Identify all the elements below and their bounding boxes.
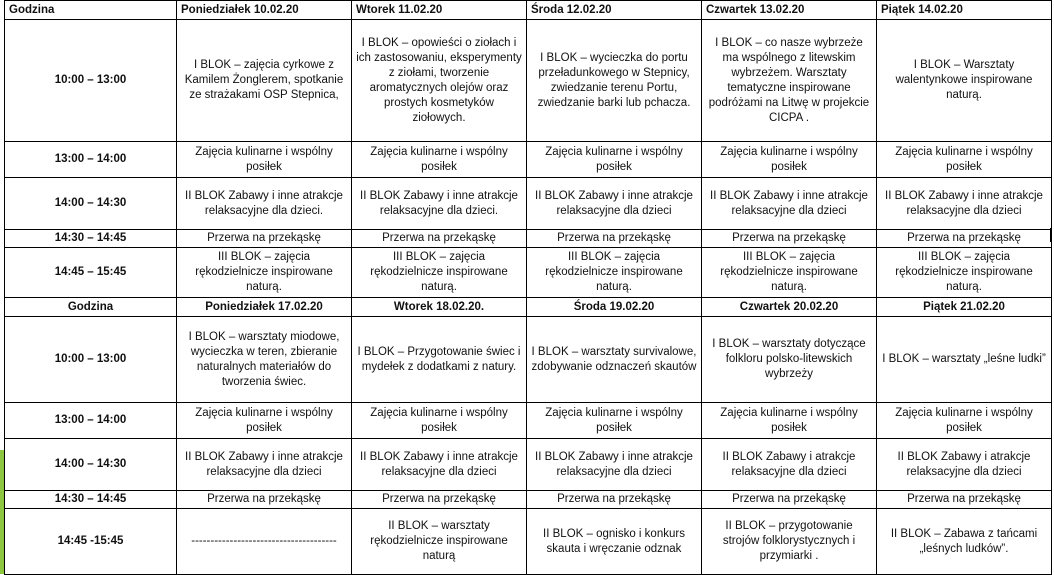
week2-header-row: [5, 298, 1052, 317]
activity-cell: Zajęcia kulinarne i wspólny posiłek: [877, 403, 1052, 439]
day-header-monday: Poniedziałek 10.02.20: [177, 1, 352, 20]
activity-cell: I BLOK – wycieczka do portu przeładunkowego w Stepnicy, zwiedzanie terenu Portu, zwiedzanie barki lub pchacza.: [527, 20, 702, 142]
time-slot: 13:00 – 14:00: [5, 403, 177, 439]
activity-cell: Przerwa na przekąskę: [702, 230, 877, 248]
activity-cell: II BLOK – warsztaty rękodzielnicze inspirowane naturą: [352, 509, 527, 575]
activity-cell: I BLOK – warsztaty dotyczące folkloru polsko-litewskich wybrzeży: [702, 317, 877, 403]
schedule-row: [5, 20, 1052, 142]
activity-cell: I BLOK – co nasze wybrzeże ma wspólnego z litewskim wybrzeżem. Warsztaty tematyczne inspirowane podróżami na Litwę w projekcie CICPA .: [702, 20, 877, 142]
activity-cell: III BLOK – zajęcia rękodzielnicze inspirowane naturą.: [527, 248, 702, 298]
activity-cell: II BLOK Zabawy i atrakcje relaksacyjne dla dzieci: [702, 439, 877, 491]
schedule-row: [5, 509, 1052, 575]
activity-cell: II BLOK Zabawy i atrakcje relaksacyjne dla dzieci: [877, 439, 1052, 491]
schedule-table: [4, 0, 1052, 575]
activity-cell: I BLOK – opowieści o ziołach i ich zastosowaniu, eksperymenty z ziołami, tworzenie aromatycznych olejów oraz prostych kosmetyków ziołowych.: [352, 20, 527, 142]
activity-cell: Przerwa na przekąskę: [352, 230, 527, 248]
activity-cell: II BLOK – Zabawa z tańcami „leśnych ludków”.: [877, 509, 1052, 575]
activity-cell: I BLOK – Przygotowanie świec i mydełek z dodatkami z natury.: [352, 317, 527, 403]
time-slot: 14:00 – 14:30: [5, 439, 177, 491]
activity-cell: Zajęcia kulinarne i wspólny posiłek: [702, 403, 877, 439]
schedule-row: [5, 439, 1052, 491]
time-column-header: Godzina: [5, 298, 177, 317]
schedule-row: [5, 403, 1052, 439]
time-slot: 14:30 – 14:45: [5, 491, 177, 509]
activity-cell: III BLOK – zajęcia rękodzielnicze inspirowane naturą.: [177, 248, 352, 298]
activity-cell: I BLOK – zajęcia cyrkowe z Kamilem Żonglerem, spotkanie ze strażakami OSP Stepnica,: [177, 20, 352, 142]
time-slot: 14:00 – 14:30: [5, 178, 177, 230]
activity-cell: III BLOK – zajęcia rękodzielnicze inspirowane naturą.: [877, 248, 1052, 298]
activity-cell: II BLOK Zabawy i inne atrakcje relaksacyjne dla dzieci: [877, 178, 1052, 230]
activity-cell: Przerwa na przekąskę: [877, 230, 1052, 248]
activity-cell: II BLOK – ognisko i konkurs skauta i wręczanie odznak: [527, 509, 702, 575]
day-header-tuesday: Wtorek 18.02.20.: [352, 298, 527, 317]
activity-cell: Zajęcia kulinarne i wspólny posiłek: [877, 142, 1052, 178]
activity-cell: II BLOK Zabawy i inne atrakcje relaksacyjne dla dzieci: [352, 439, 527, 491]
day-header-wednesday: Środa 19.02.20: [527, 298, 702, 317]
time-slot: 14:30 – 14:45: [5, 230, 177, 248]
activity-cell: Zajęcia kulinarne i wspólny posiłek: [702, 142, 877, 178]
schedule-row: [5, 248, 1052, 298]
day-header-tuesday: Wtorek 11.02.20: [352, 1, 527, 20]
day-header-friday: Piątek 21.02.20: [877, 298, 1052, 317]
activity-cell: Zajęcia kulinarne i wspólny posiłek: [352, 403, 527, 439]
activity-cell: I BLOK – warsztaty „leśne ludki”: [877, 317, 1052, 403]
activity-cell: I BLOK – Warsztaty walentynkowe inspirowane naturą.: [877, 20, 1052, 142]
day-header-monday: Poniedziałek 17.02.20: [177, 298, 352, 317]
activity-cell: I BLOK – warsztaty survivalowe, zdobywanie odznaczeń skautów: [527, 317, 702, 403]
schedule-row: [5, 230, 1052, 248]
activity-cell: II BLOK Zabawy i inne atrakcje relaksacyjne dla dzieci: [702, 178, 877, 230]
activity-cell: II BLOK Zabawy i inne atrakcje relaksacyjne dla dzieci: [527, 439, 702, 491]
day-header-thursday: Czwartek 20.02.20: [702, 298, 877, 317]
activity-cell: III BLOK – zajęcia rękodzielnicze inspirowane naturą.: [702, 248, 877, 298]
activity-cell: II BLOK Zabawy i inne atrakcje relaksacyjne dla dzieci: [177, 439, 352, 491]
time-slot: 10:00 – 13:00: [5, 317, 177, 403]
time-slot: 13:00 – 14:00: [5, 142, 177, 178]
day-header-wednesday: Środa 12.02.20: [527, 1, 702, 20]
activity-cell: II BLOK Zabawy i inne atrakcje relaksacyjne dla dzieci.: [177, 178, 352, 230]
time-slot: 14:45 – 15:45: [5, 248, 177, 298]
activity-cell: II BLOK Zabawy i inne atrakcje relaksacyjne dla dzieci.: [352, 178, 527, 230]
activity-cell: Zajęcia kulinarne i wspólny posiłek: [352, 142, 527, 178]
activity-cell: Przerwa na przekąskę: [352, 491, 527, 509]
time-slot: 14:45 -15:45: [5, 509, 177, 575]
schedule-row: [5, 178, 1052, 230]
schedule-row: [5, 142, 1052, 178]
activity-cell: III BLOK – zajęcia rękodzielnicze inspirowane naturą.: [352, 248, 527, 298]
activity-cell: Zajęcia kulinarne i wspólny posiłek: [177, 403, 352, 439]
schedule-row: [5, 491, 1052, 509]
activity-cell: II BLOK Zabawy i inne atrakcje relaksacyjne dla dzieci: [527, 178, 702, 230]
activity-cell: Zajęcia kulinarne i wspólny posiłek: [177, 142, 352, 178]
activity-cell: Przerwa na przekąskę: [527, 491, 702, 509]
activity-cell-empty: --------------------------------------: [177, 509, 352, 575]
activity-cell: Przerwa na przekąskę: [877, 491, 1052, 509]
activity-cell: Zajęcia kulinarne i wspólny posiłek: [527, 403, 702, 439]
activity-cell: Przerwa na przekąskę: [177, 230, 352, 248]
activity-cell: I BLOK – warsztaty miodowe, wycieczka w teren, zbieranie naturalnych materiałów do tworzenia świec.: [177, 317, 352, 403]
time-column-header: Godzina: [5, 1, 177, 20]
time-slot: 10:00 – 13:00: [5, 20, 177, 142]
activity-cell: Przerwa na przekąskę: [702, 491, 877, 509]
day-header-thursday: Czwartek 13.02.20: [702, 1, 877, 20]
activity-cell: II BLOK – przygotowanie strojów folklorystycznych i przymiarki .: [702, 509, 877, 575]
week1-header-row: [5, 1, 1052, 20]
activity-cell: Przerwa na przekąskę: [177, 491, 352, 509]
activity-cell: Przerwa na przekąskę: [527, 230, 702, 248]
schedule-row: [5, 317, 1052, 403]
day-header-friday: Piątek 14.02.20: [877, 1, 1052, 20]
activity-cell: Zajęcia kulinarne i wspólny posiłek: [527, 142, 702, 178]
